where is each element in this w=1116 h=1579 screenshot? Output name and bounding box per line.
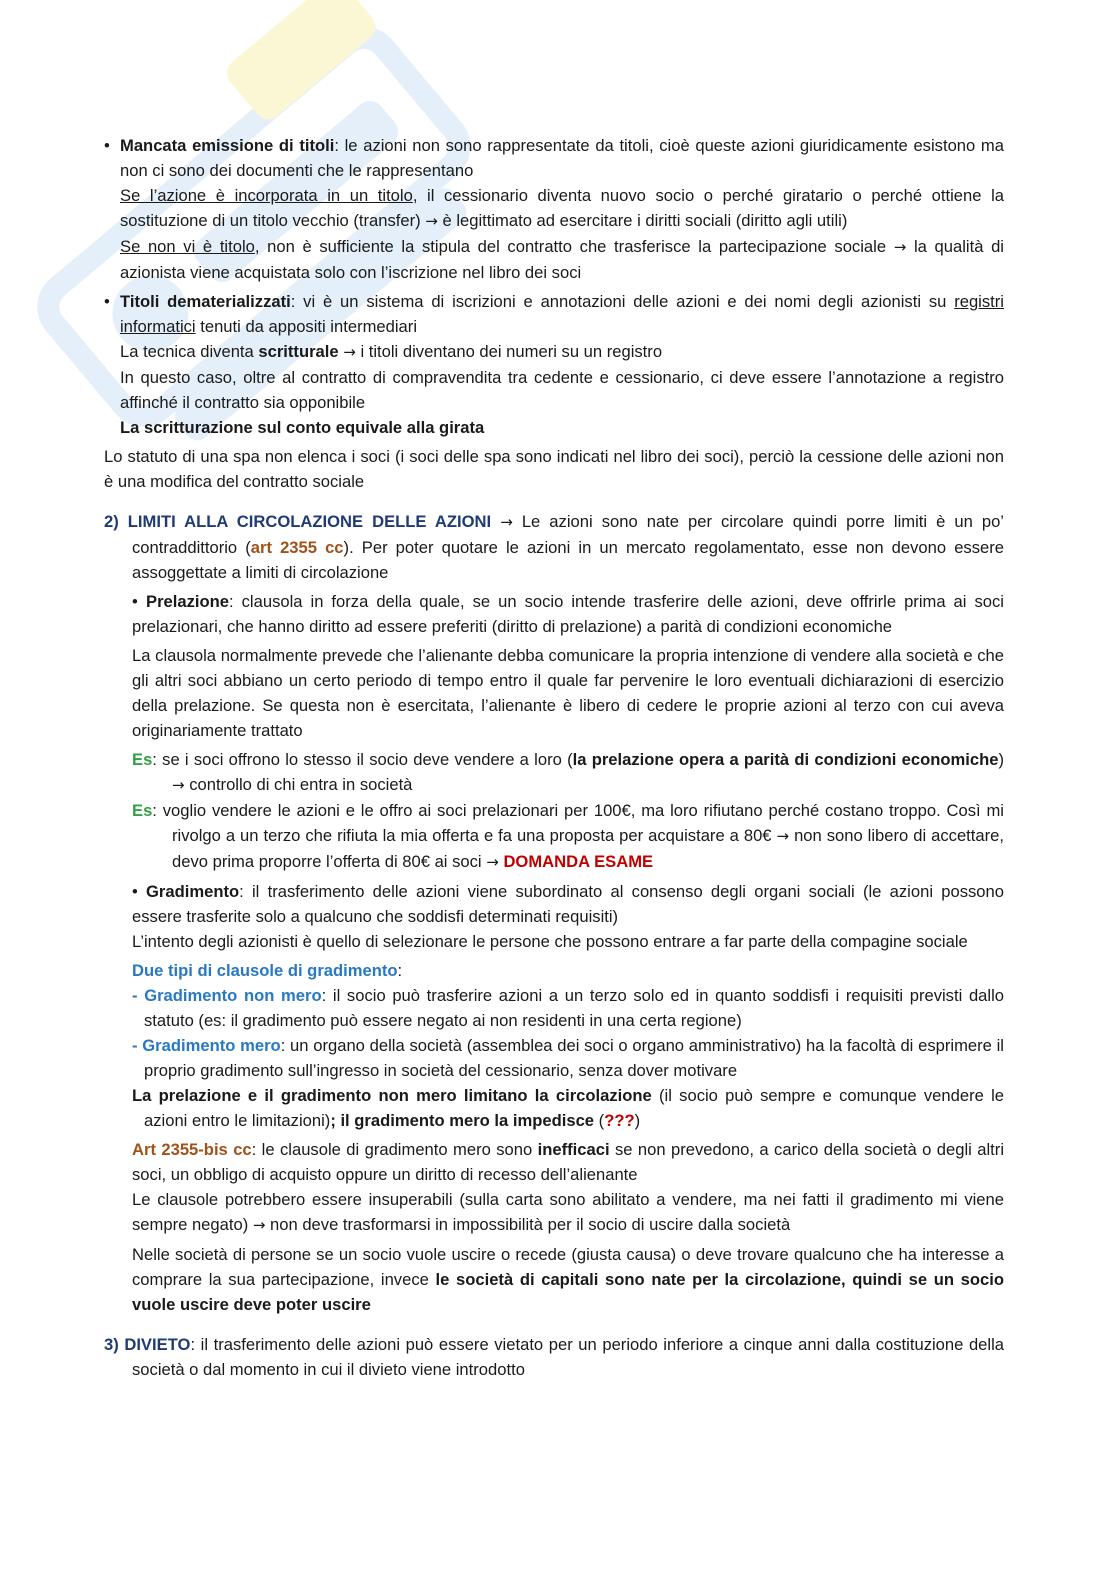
- section-limiti: [104, 509, 1004, 1317]
- watermark-accent: [221, 0, 381, 125]
- example-2: Es: voglio vendere le azioni e le offro ai soci prelazionari per 100€, ma loro rifiutano perché costano troppo. Così mi rivolgo a un terzo che rifiuta la mia offerta e fa una proposta per acquistare a 80€ → non sono libero di accettare, devo prima proporre l’offerta di 80€ ai soci → DOMANDA ESAME: [132, 801, 1004, 871]
- bullet-prelazione: [132, 589, 1004, 875]
- question-marks: ???: [604, 1111, 635, 1130]
- arrow-icon: →: [172, 776, 185, 794]
- arrow-icon: →: [893, 238, 907, 256]
- paragraph: Se l’azione è incorporata in un titolo, il cessionario diventa nuovo socio o perché giratario o perché ottiene la sostituzione di un titolo vecchio (transfer) → è legittimato ad esercitare i diritti sociali (diritto agli utili): [120, 186, 1004, 230]
- paragraph: La tecnica diventa scritturale → i titoli diventano dei numeri su un registro: [120, 342, 663, 361]
- bullet-titoli-dematerializzati: [104, 289, 1004, 440]
- example-1: Es: se i soci offrono lo stesso il socio deve vendere a loro (la prelazione opera a parità di condizioni economiche) → controllo di chi entra in società: [132, 750, 1005, 794]
- arrow-icon: →: [252, 1216, 266, 1234]
- paragraph: Titoli dematerializzati: vi è un sistema di iscrizioni e annotazioni delle azioni e dei nomi degli azionisti su registri informatici tenuti da appositi intermediari: [120, 292, 1004, 336]
- arrow-icon: →: [343, 343, 356, 361]
- bullet-mancata-emissione: [104, 133, 1004, 285]
- bullet-dot: •: [104, 136, 110, 155]
- paragraph: Mancata emissione di titoli: le azioni non sono rappresentate da titoli, cioè queste azioni giuridicamente esistono ma non ci sono dei documenti che le rappresentano: [120, 136, 1004, 180]
- paragraph: • Gradimento: il trasferimento delle azioni viene subordinato al consenso degli organi sociali (le azioni possono essere trasferite solo a qualcuno che soddisfi determinati requisiti): [132, 879, 1004, 929]
- paragraph-bold: La scritturazione sul conto equivale alla girata: [120, 418, 485, 437]
- article-ref: art 2355 cc: [250, 538, 344, 557]
- section-heading: 3) DIVIETO: [104, 1335, 191, 1354]
- paragraph: • Prelazione: clausola in forza della quale, se un socio intende trasferire delle azioni, deve offrirle prima ai soci prelazionari, che hanno diritto ad essere preferiti (diritto di prelazione) a parità di condizioni economiche: [132, 589, 1004, 639]
- term-gradimento: Gradimento: [146, 882, 240, 901]
- types-heading: Due tipi di clausole di gradimento:: [132, 961, 403, 980]
- arrow-icon: →: [425, 212, 438, 230]
- underlined-phrase: Se non vi è titolo: [120, 237, 255, 256]
- example-label: Es: [132, 801, 153, 820]
- paragraph: La clausola normalmente prevede che l’alienante debba comunicare la propria intenzione di vendere alla società e che gli altri soci abbiano un certo periodo di tempo entro il quale far pervenire le loro eventuali dichiarazioni di esercizio della prelazione. Se questa non è esercitata, l’alienante è libero di cedere le proprie azioni al terzo con cui aveva originariamente trattato: [132, 646, 1004, 740]
- paragraph-article: Art 2355-bis cc: le clausole di gradimento mero sono inefficaci se non prevedono, a carico della società o degli altri soci, un obbligo di acquisto oppure un diritto di recesso dell’alienante: [132, 1140, 1004, 1184]
- arrow-icon: →: [776, 827, 790, 845]
- paragraph: Nelle società di persone se un socio vuole uscire o recede (giusta causa) o deve trovare qualcuno che ha interesse a comprare la sua partecipazione, invece le società di capitali sono nate per la circolazione, quindi se un socio vuole uscire deve poter uscire: [132, 1245, 1004, 1314]
- type-non-mero: - Gradimento non mero: il socio può trasferire azioni a un terzo solo ed in quanto soddisfi i requisiti previsti dallo statuto (es: il gradimento può essere negato ai non residenti in una certa regione): [132, 986, 1004, 1030]
- section-heading-paragraph: 2) LIMITI ALLA CIRCOLAZIONE DELLE AZIONI → Le azioni sono nate per circolare quindi porre limiti è un po’ contraddittorio (art 2355 cc). Per poter quotare le azioni in un mercato regolamentato, esse non devono essere assoggettate a limiti di circolazione: [104, 512, 1004, 582]
- bullet-gradimento: [132, 879, 1004, 1317]
- type-label: - Gradimento non mero: [132, 986, 322, 1005]
- term-titoli-dematerializzati: Titoli dematerializzati: [120, 292, 291, 311]
- underlined-phrase: Se l’azione è incorporata in un titolo: [120, 186, 413, 205]
- underlined-phrase: registri informatici: [120, 292, 1004, 336]
- paragraph: L’intento degli azionisti è quello di selezionare le persone che possono entrare a far parte della compagine sociale: [132, 932, 968, 951]
- paragraph: In questo caso, oltre al contratto di compravendita tra cedente e cessionario, ci deve essere l’annotazione a registro affinché il contratto sia opponibile: [120, 368, 1004, 412]
- term-mancata-emissione: Mancata emissione di titoli: [120, 136, 335, 155]
- type-label: - Gradimento mero: [132, 1036, 281, 1055]
- paragraph-closing: Lo statuto di una spa non elenca i soci (i soci delle spa sono indicati nel libro dei soci), perciò la cessione delle azioni non è una modifica del contratto sociale: [104, 447, 1004, 491]
- bullet-dot: •: [132, 592, 138, 611]
- section-heading: 2) LIMITI ALLA CIRCOLAZIONE DELLE AZIONI: [104, 512, 492, 531]
- arrow-icon: →: [486, 853, 499, 871]
- term-prelazione: Prelazione: [146, 592, 230, 611]
- example-label: Es: [132, 750, 153, 769]
- type-mero: - Gradimento mero: un organo della società (assemblea dei soci o organo amministrativo) ha la facoltà di esprimere il proprio gradimento sull’ingresso in società del cessionario, senza dover motivare: [132, 1036, 1004, 1080]
- paragraph: Le clausole potrebbero essere insuperabili (sulla carta sono abilitato a vendere, ma nei fatti il gradimento mi viene sempre negato) → non deve trasformarsi in impossibilità per il socio di uscire dalla società: [132, 1190, 1004, 1234]
- article-ref: Art 2355-bis cc: [132, 1140, 252, 1159]
- arrow-icon: →: [500, 513, 513, 531]
- section-divieto: 3) DIVIETO: il trasferimento delle azioni può essere vietato per un periodo inferiore a cinque anni dalla costituzione della società o dal momento in cui il divieto viene introdotto: [104, 1335, 1005, 1379]
- exam-question-tag: DOMANDA ESAME: [503, 852, 654, 871]
- bullet-dot: •: [132, 882, 138, 901]
- paragraph: Se non vi è titolo, non è sufficiente la stipula del contratto che trasferisce la partecipazione sociale → la qualità di azionista viene acquistata solo con l’iscrizione nel libro dei soci: [120, 237, 1004, 282]
- bullet-dot: •: [104, 292, 110, 311]
- subsection: [104, 589, 1004, 1317]
- paragraph-limitation: La prelazione e il gradimento non mero limitano la circolazione (il socio può sempre e comunque vendere le azioni entro le limitazioni); il gradimento mero la impedisce (???): [132, 1086, 1004, 1130]
- document-page: [104, 133, 1004, 1382]
